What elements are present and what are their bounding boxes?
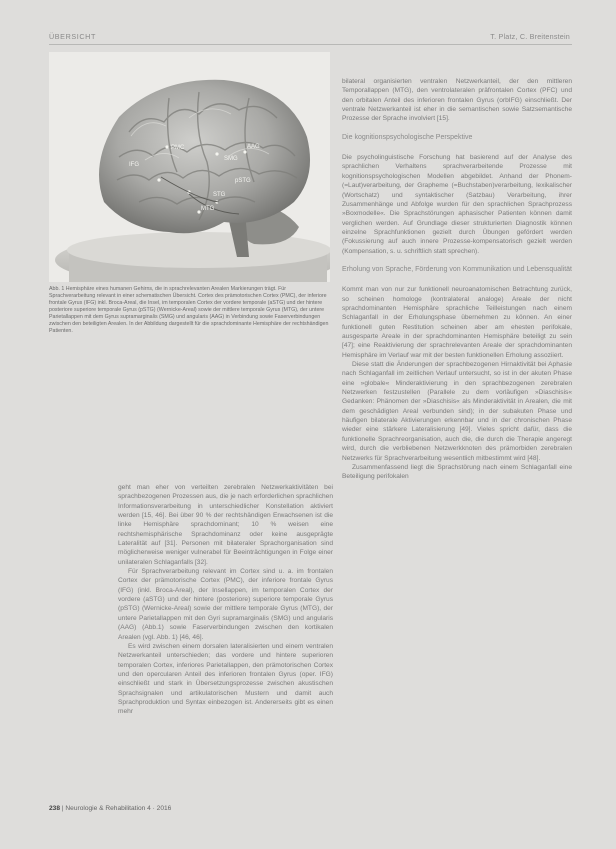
right-paragraph: Die psycholinguistische Forschung hat basierend auf der Analyse des sprachlichen Verhaltens sprachverarbeitende Prozesse mit kognitionspsychologischen Modellen abgebildet. Anhand der Phonem-(=Laut)verarbeitung, der Grapheme (=Buchstaben)verarbeitung, lexikalischer (Wortschatz) und syntaktischer (Satzbau) Verarbeitung, ihrer Zusammenhänge und Abfolge wurden für den sprachlichen Sprachprozess »Boxmodelle«. Die Sprachstörungen aphasischer Patienten können damit verglichen werden. Auf Grundlage dieser strukturierten Diagnostik können einzelne Sprachfunktionen gezielt durch Übungen gefördert werden (Fokussierung auf auch innere Prozesse-kompensatorisch gezielt werden (Kompensation, s. u. schriftlich statt sprechen). <box>342 154 572 255</box>
brain-figure <box>49 52 330 282</box>
page-number: 238 <box>49 805 61 812</box>
page-footer <box>49 805 171 812</box>
section-heading-recovery: Erholung von Sprache, Förderung von Kommunikation und Lebensqualität <box>342 265 572 273</box>
right-paragraph: Kommt man von nur zur funktionell neuroanatomischen Betrachtung zurück, so scheinen homologe (kontralateral analoge) Areale der nicht sprachdominanten Hemisphäre sprachliche Teilleistungen nach einem Schlaganfall in der Erholungsphase übernehmen zu können. An einer funktionell guten Restitution scheinen aber am ehesten perifokale, ausgesparte Areale in der sprachdominanten Hemisphäre beteiligt zu sein [47]; eine Reaktivierung der sprachrelevanten Areale der sprachdominanten Hemisphäre im Verlauf war mit der besten funktionellen Erholung assoziiert. <box>342 286 572 359</box>
right-text-column <box>342 77 572 482</box>
figure-caption <box>49 286 330 335</box>
left-text-column <box>118 483 333 717</box>
figure-label-stg: STG <box>213 192 226 198</box>
left-paragraph: geht man eher von verteilten zerebralen Netzwerkaktivitäten bei sprachbezogenen Prozessen aus, die je nach erforderlichen sprachlichen Informationsverarbeitung in unterschiedlicher Konstellation aktiviert werden [15, 46]. Bei über 90 % der rechtshändigen Erwachsenen ist die linke Hemisphäre sprachdominant; 10 % weisen eine rechtshemisphärische Sprachdominanz oder keine ausgeprägte Lateralität auf [31]. Personen mit bilateraler Sprachorganisation sind möglicherweise weniger vulnerabel für Beeinträchtigungen in Folge einer unilateralen Schlaganfalls [32]. <box>118 484 333 566</box>
figure-label-ifg: IFG <box>129 162 139 168</box>
figure-label-aag: AAG <box>247 144 260 150</box>
right-intro-paragraph: bilateral organisierten ventralen Netzwerkanteil, der den mittleren Temporallappen (MTG), den ventrolateralen präfrontalen Cortex (PFC) und den orbitalen Anteil des inferioren frontalen Gyrus (orbIFG) einschließt. Der ventrale Netzwerkanteil ist eher in die semantischen sowie Satzsemantische Prozesse der Sprache involviert [15]. <box>342 78 572 123</box>
section-heading-cognitive: Die kognitionspsychologische Perspektive <box>342 133 473 141</box>
figure-label-pstg: pSTG <box>235 178 251 184</box>
left-paragraph: Für Sprachverarbeitung relevant im Cortex sind u. a. im frontalen Cortex der prämotorische Cortex (PMC), der inferiore frontale Gyrus (IFG) (inkl. Broca-Areal), der Insellappen, im temporalen Cortex der vordere (aSTG) und der hintere (posteriore) superiore temporale Gyrus (pSTG) (Wernicke-Areal) sowie der mittlere temporale Gyrus (MTG), der untere Parietallappen mit den Gyri supramarginalis (SMG) und angularis (AAG) (Abb.1) sowie Faserverbindungen zwischen den kortikalen Arealen (vgl. Abb. 1) [46, 46]. <box>118 568 333 641</box>
header-rule <box>49 44 572 45</box>
right-paragraph: Diese statt die Änderungen der sprachbezogenen Hirnaktivität bei Aphasie nach Schlaganfall im zeitlichen Verlauf untersucht, so ist in der akuten Phase eine »globale« Minderaktivierung in den sprachbezogenen zerebralen Netzwerken festzustellen (Parallele zu dem vorläufigen »Diaschisis« Gedanken: Phänomen der »Diaschisis« als Minderaktivität in Arealen, die mit dem geschädigten Areal verbunden sind); in der subakuten Phase und häufigen bilaterale Aktivierungen erkennbar und in der chronischen Phase wieder eine stärkere Lateralisierung [49]. Vieles spricht dafür, dass die funktionelle Sprachreorganisation, auch die, die durch die Therapie angeregt wird, durch die verbliebenen Netzwerkknoten des prämorbiden zerebralen Netzwerks für Sprachverarbeitung wesentlich mitbestimmt wird [48]. <box>342 361 572 462</box>
brain-illustration <box>49 52 330 282</box>
running-header-authors: T. Platz, C. Breitenstein <box>490 32 570 41</box>
figure-label-pmc: PMC <box>171 145 185 151</box>
right-paragraph: Zusammenfassend liegt die Sprachstörung nach einem Schlaganfall eine Beteiligung perifokalen <box>342 463 572 481</box>
left-paragraph: Es wird zwischen einem dorsalen lateralisierten und einem ventralen Netzwerkanteil unterschieden; das vordere und hintere superioren temporalen Cortex, inferiores Parietallappen, den prämotorischen Cortex und den opercularen Anteil des inferioren frontalen Gyrus (oper. IFG) einschließt und stark in Übersetzungsprozesse zwischen akustischen Sprachsignalen und artikulatorischen Mustern und damit auch Sprachproduktion und Syntax einbezogen ist. Andererseits gibt es einen mehr <box>118 642 333 716</box>
figure-label-mtg: MTG <box>201 206 215 212</box>
figure-label-smg: SMG <box>224 156 238 162</box>
caption-text: Abb. 1 Hemisphäre eines humanen Gehirns, die in sprachrelevanten Arealen Markierungen trägt. Für Sprachverarbeitung relevant in einer schematischen Übersicht. Cortex des prämotorischen Cortex (PMC), der inferiore frontale Gyrus (IFG) inkl. Broca-Areal, die Insel, im temporalen Cortex der vordere temporale (aSTG) und der hintere posteriore superiore temporale Gyrus (pSTG) (Wernicke-Areal) sowie der mittlere temporale Gyrus (MTG), der untere Parietallappen mit dem Gyrus supramarginalis (SMG) und angularis (AAG) in Verbindung sowie Faserverbindungen zwischen den beteiligten Arealen. In der Abbildung dargestellt für die sprachdominante Hemisphäre der rechtshändigen Patienten. <box>49 286 329 334</box>
running-header-section: ÜBERSICHT <box>49 32 96 41</box>
journal-name: | Neurologie & Rehabilitation 4 · 2016 <box>61 805 172 812</box>
